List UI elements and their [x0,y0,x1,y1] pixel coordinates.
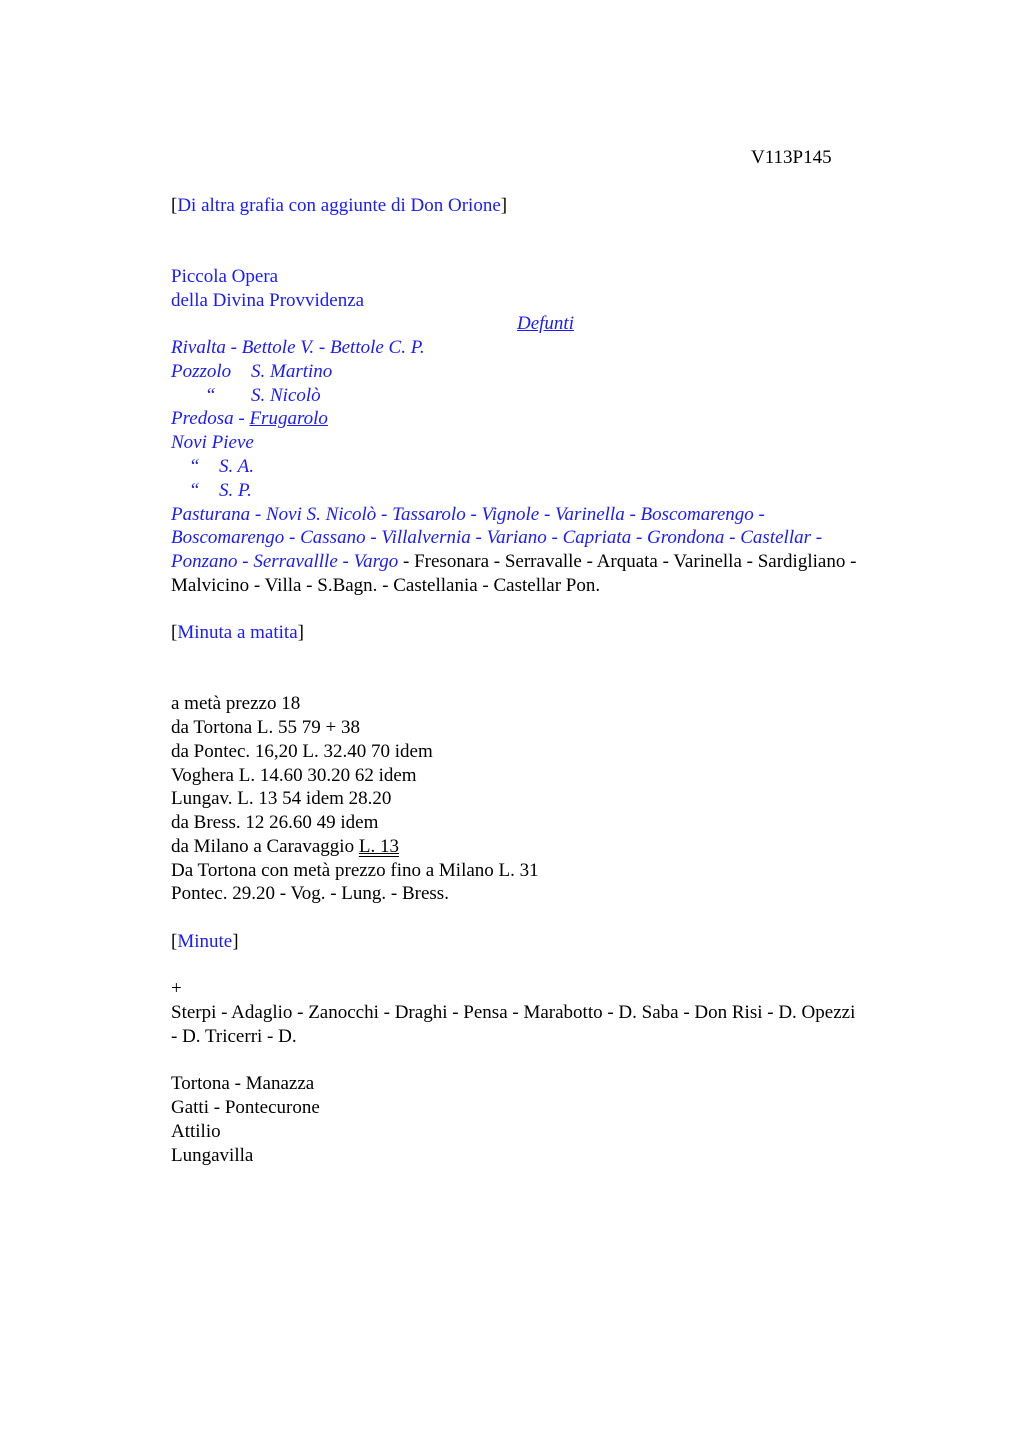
names-line: Attilio [171,1121,221,1142]
price-line: Lungav. L. 13 54 idem 28.20 [171,788,392,809]
defunti-heading: Defunti [517,313,574,334]
price-amount: L. 13 [358,836,399,857]
page-id: V113P145 [751,147,832,168]
place-line-predosa [171,407,328,431]
section-note-minute [171,930,239,954]
price-line: Pontec. 29.20 - Vog. - Lung. - Bress. [171,883,449,904]
price-line: da Pontec. 16,20 L. 32.40 70 idem [171,741,433,762]
names-line: Tortona - Manazza [171,1073,315,1094]
price-line: a metà prezzo 18 [171,693,301,714]
place-s-martino: S. Martino [251,361,333,382]
section-note-grafia [171,194,507,218]
place-s-nicolo: S. Nicolò [251,385,321,406]
price-line [171,835,399,859]
price-line: da Bress. 12 26.60 49 idem [171,812,379,833]
section-note-minuta [171,621,304,645]
bracket-close: ] [232,931,239,952]
note-text: Di altra grafia con aggiunte di Don Orione [177,195,501,216]
names-line: Lungavilla [171,1145,254,1166]
names-line: Sterpi - Adaglio - Zanocchi - Draghi - Pensa - Marabotto - D. Saba - Don Risi - D. Opezzi [171,1002,856,1023]
place-s-a: S. A. [219,456,255,477]
place-ponzano-blue: Ponzano - Serravallle - Vargo [171,551,399,572]
note-text: Minuta a matita [177,622,298,643]
place-s-p: S. P. [219,480,252,501]
bracket-open: [ [171,931,178,952]
place-frugarolo: Frugarolo [249,408,328,429]
ditto-mark: “ [205,385,216,406]
bracket-open: [ [171,195,178,216]
cross-mark: + [171,978,182,999]
price-line: da Tortona L. 55 79 + 38 [171,717,360,738]
bracket-open: [ [171,622,178,643]
bracket-close: ] [500,195,508,216]
price-line: Voghera L. 14.60 30.20 62 idem [171,765,417,786]
place-line-pozzolo [171,360,333,384]
place-pozzolo: Pozzolo [171,361,232,382]
header-line-2: della Divina Provvidenza [171,290,365,311]
place-line-malvicino: Malvicino - Villa - S.Bagn. - Castellania - Castellar Pon. [171,575,601,596]
header-line-1: Piccola Opera [171,266,279,287]
bracket-close: ] [297,622,304,643]
ditto-mark: “ [189,456,200,477]
place-line-pasturana: Pasturana - Novi S. Nicolò - Tassarolo - Vignole - Varinella - Boscomarengo - [171,504,765,525]
place-line-boscomarengo: Boscomarengo - Cassano - Villalvernia - Variano - Capriata - Grondona - Castellar - [171,527,823,548]
place-line-novi-pieve: Novi Pieve [171,432,254,453]
price-line: Da Tortona con metà prezzo fino a Milano L. 31 [171,860,539,881]
ditto-mark: “ [189,480,200,501]
place-line-rivalta: Rivalta - Bettole V. - Bettole C. P. [171,337,425,358]
names-line: - D. Tricerri - D. [171,1026,297,1047]
place-line-ponzano [171,550,856,574]
place-ponzano-black: - Fresonara - Serravalle - Arquata - Varinella - Sardigliano - [398,551,857,572]
place-predosa: Predosa - [171,408,250,429]
names-line: Gatti - Pontecurone [171,1097,320,1118]
price-text: da Milano a Caravaggio [171,836,359,857]
note-text: Minute [177,931,233,952]
